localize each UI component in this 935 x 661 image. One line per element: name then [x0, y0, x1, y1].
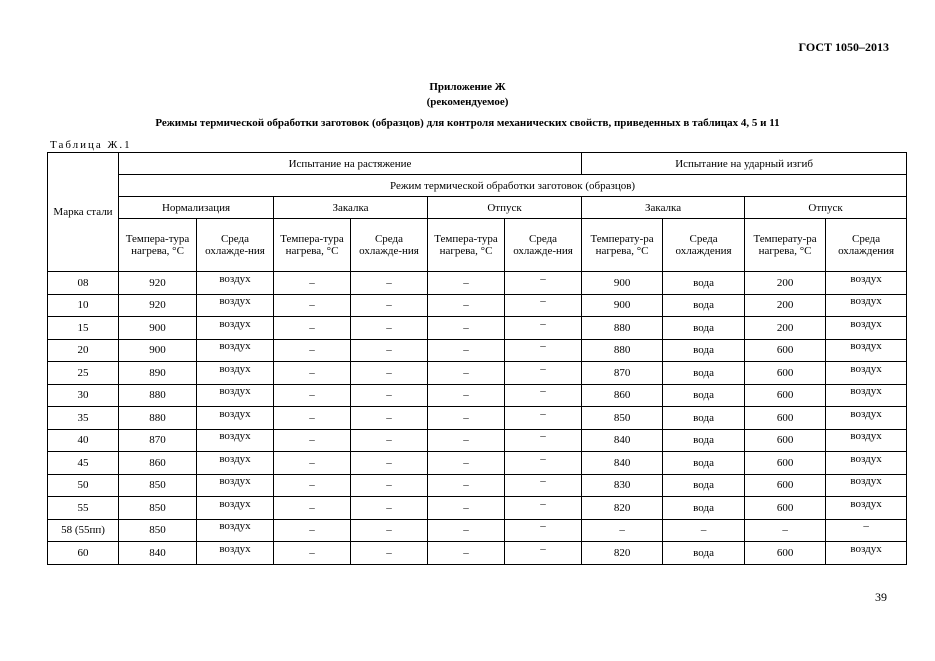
table-cell: –: [274, 497, 351, 520]
table-cell: –: [428, 272, 505, 295]
header-quench-impact: Закалка: [582, 197, 745, 219]
table-cell: 850: [119, 474, 197, 497]
table-cell: –: [745, 519, 826, 542]
table-cell: вода: [663, 452, 745, 475]
table-cell: воздух: [826, 452, 907, 475]
table-cell: –: [274, 317, 351, 340]
table-cell: 900: [582, 294, 663, 317]
table-cell: 840: [582, 452, 663, 475]
table-row: [48, 362, 907, 385]
table-cell: –: [351, 384, 428, 407]
table-cell: –: [274, 362, 351, 385]
table-cell: –: [274, 384, 351, 407]
table-cell: воздух: [197, 317, 274, 340]
table-cell: –: [351, 429, 428, 452]
table-cell: вода: [663, 317, 745, 340]
header-cool-medium: Среда охлажде-ния: [197, 219, 274, 272]
table-cell: –: [505, 429, 582, 452]
table-cell: –: [274, 294, 351, 317]
table-row: [48, 407, 907, 430]
table-row: [48, 497, 907, 520]
table-cell: 200: [745, 317, 826, 340]
table-row: [48, 384, 907, 407]
header-cool-medium: Среда охлажде-ния: [351, 219, 428, 272]
table-cell: –: [505, 272, 582, 295]
table-cell: –: [274, 452, 351, 475]
table-cell: 830: [582, 474, 663, 497]
table-cell: 45: [48, 452, 119, 475]
table-cell: –: [351, 497, 428, 520]
table-cell: –: [428, 294, 505, 317]
header-cool-medium: Среда охлажде-ния: [505, 219, 582, 272]
table-cell: 890: [119, 362, 197, 385]
table-cell: 35: [48, 407, 119, 430]
table-cell: воздух: [197, 542, 274, 565]
table-row: [48, 474, 907, 497]
table-cell: 880: [119, 407, 197, 430]
table-cell: 600: [745, 429, 826, 452]
table-cell: –: [351, 542, 428, 565]
table-cell: воздух: [197, 384, 274, 407]
table-cell: 30: [48, 384, 119, 407]
table-cell: 860: [119, 452, 197, 475]
table-cell: 880: [119, 384, 197, 407]
page-number: 39: [875, 590, 887, 604]
table-cell: –: [505, 339, 582, 362]
table-cell: –: [428, 339, 505, 362]
table-cell: 600: [745, 407, 826, 430]
table-cell: 860: [582, 384, 663, 407]
table-cell: воздух: [826, 542, 907, 565]
table-cell: 600: [745, 384, 826, 407]
table-cell: 600: [745, 474, 826, 497]
table-cell: 60: [48, 542, 119, 565]
table-cell: –: [274, 407, 351, 430]
table-cell: –: [351, 474, 428, 497]
appendix-status: (рекомендуемое): [426, 96, 509, 108]
table-cell: 850: [582, 407, 663, 430]
header-normalization: Нормализация: [119, 197, 274, 219]
table-cell: –: [505, 407, 582, 430]
table-cell: 900: [119, 339, 197, 362]
table-cell: –: [428, 362, 505, 385]
table-cell: вода: [663, 294, 745, 317]
table-cell: –: [428, 429, 505, 452]
appendix-title: Приложение Ж: [429, 81, 506, 93]
table-row: [48, 317, 907, 340]
table-cell: –: [505, 362, 582, 385]
header-cool-medium: Среда охлаждения: [663, 219, 745, 272]
table-row: [48, 339, 907, 362]
table-cell: воздух: [197, 339, 274, 362]
table-cell: вода: [663, 407, 745, 430]
table-cell: –: [505, 474, 582, 497]
table-row: [48, 429, 907, 452]
table-cell: воздух: [826, 497, 907, 520]
table-cell: –: [428, 452, 505, 475]
table-cell: воздух: [197, 294, 274, 317]
header-cool-medium: Среда охлаждения: [826, 219, 907, 272]
table-cell: 600: [745, 362, 826, 385]
table-cell: 840: [119, 542, 197, 565]
table-cell: воздух: [197, 497, 274, 520]
table-cell: 10: [48, 294, 119, 317]
table-cell: –: [663, 519, 745, 542]
table-cell: вода: [663, 497, 745, 520]
table-cell: –: [428, 497, 505, 520]
table-cell: 50: [48, 474, 119, 497]
table-cell: вода: [663, 339, 745, 362]
header-regime: Режим термической обработки заготовок (образцов): [119, 175, 907, 197]
table-cell: –: [274, 519, 351, 542]
table-cell: 900: [582, 272, 663, 295]
table-cell: –: [274, 272, 351, 295]
table-cell: воздух: [197, 429, 274, 452]
table-cell: –: [582, 519, 663, 542]
header-impact-test: Испытание на ударный изгиб: [582, 153, 907, 175]
table-cell: 880: [582, 339, 663, 362]
table-cell: –: [351, 272, 428, 295]
standard-number: ГОСТ 1050–2013: [798, 40, 889, 54]
table-cell: –: [428, 519, 505, 542]
table-cell: воздух: [826, 317, 907, 340]
table-cell: вода: [663, 272, 745, 295]
header-tensile-test: Испытание на растяжение: [119, 153, 582, 175]
table-cell: воздух: [197, 272, 274, 295]
table-cell: воздух: [197, 519, 274, 542]
header-heat-temp: Темпера-тура нагрева, °С: [428, 219, 505, 272]
table-cell: –: [505, 317, 582, 340]
table-cell: 25: [48, 362, 119, 385]
table-cell: 870: [582, 362, 663, 385]
header-heat-temp: Температу-ра нагрева, °С: [745, 219, 826, 272]
table-cell: –: [351, 362, 428, 385]
table-cell: –: [274, 429, 351, 452]
table-cell: воздух: [826, 294, 907, 317]
header-tempering: Отпуск: [428, 197, 582, 219]
table-cell: 820: [582, 542, 663, 565]
table-cell: воздух: [826, 429, 907, 452]
table-cell: –: [274, 339, 351, 362]
table-cell: воздух: [826, 384, 907, 407]
table-cell: воздух: [197, 362, 274, 385]
table-cell: 58 (55пп): [48, 519, 119, 542]
table-row: [48, 452, 907, 475]
table-cell: 820: [582, 497, 663, 520]
table-cell: –: [505, 294, 582, 317]
table-cell: воздух: [197, 452, 274, 475]
table-cell: 900: [119, 317, 197, 340]
table-cell: –: [428, 317, 505, 340]
table-label: Таблица Ж.1: [50, 139, 132, 151]
table-cell: –: [351, 317, 428, 340]
table-cell: –: [351, 339, 428, 362]
table-cell: –: [274, 542, 351, 565]
table-cell: 600: [745, 542, 826, 565]
table-cell: –: [505, 497, 582, 520]
table-cell: 840: [582, 429, 663, 452]
table-row: [48, 272, 907, 295]
table-cell: воздух: [826, 272, 907, 295]
table-cell: 200: [745, 272, 826, 295]
table-cell: –: [428, 542, 505, 565]
appendix-heading: Режимы термической обработки заготовок (образцов) для контроля механических свойств, приведенных в таблицах 4, 5 и 11: [155, 117, 780, 129]
header-heat-temp: Темпера-тура нагрева, °С: [119, 219, 197, 272]
table-cell: –: [351, 407, 428, 430]
table-cell: 40: [48, 429, 119, 452]
table-cell: –: [274, 474, 351, 497]
header-tempering-impact: Отпуск: [745, 197, 907, 219]
table-cell: вода: [663, 384, 745, 407]
table-cell: 600: [745, 452, 826, 475]
table-cell: –: [505, 519, 582, 542]
table-cell: 200: [745, 294, 826, 317]
table-cell: –: [505, 384, 582, 407]
table-cell: 920: [119, 272, 197, 295]
table-cell: воздух: [826, 407, 907, 430]
table-cell: –: [505, 452, 582, 475]
table-cell: воздух: [826, 362, 907, 385]
table-cell: –: [428, 384, 505, 407]
table-cell: 600: [745, 497, 826, 520]
table-cell: –: [826, 519, 907, 542]
table-cell: 850: [119, 497, 197, 520]
header-grade: Марка стали: [48, 153, 119, 272]
table-row: [48, 542, 907, 565]
header-heat-temp: Темпера-тура нагрева, °С: [274, 219, 351, 272]
table-row: [48, 294, 907, 317]
table-cell: вода: [663, 429, 745, 452]
table-cell: 870: [119, 429, 197, 452]
table-cell: –: [505, 542, 582, 565]
table-cell: –: [428, 474, 505, 497]
table-cell: –: [351, 519, 428, 542]
table-cell: –: [428, 407, 505, 430]
table-cell: 920: [119, 294, 197, 317]
table-cell: 850: [119, 519, 197, 542]
table-cell: 15: [48, 317, 119, 340]
table-cell: вода: [663, 474, 745, 497]
table-cell: 600: [745, 339, 826, 362]
table-row: [48, 519, 907, 542]
table-cell: вода: [663, 542, 745, 565]
table-cell: 880: [582, 317, 663, 340]
table-cell: 08: [48, 272, 119, 295]
table-cell: –: [351, 294, 428, 317]
table-cell: –: [351, 452, 428, 475]
table-cell: вода: [663, 362, 745, 385]
table-cell: воздух: [826, 339, 907, 362]
heat-treatment-table: [47, 152, 907, 565]
table-cell: 20: [48, 339, 119, 362]
table-cell: 55: [48, 497, 119, 520]
header-quench: Закалка: [274, 197, 428, 219]
table-cell: воздух: [197, 407, 274, 430]
table-cell: воздух: [826, 474, 907, 497]
table-cell: воздух: [197, 474, 274, 497]
header-heat-temp: Температу-ра нагрева, °С: [582, 219, 663, 272]
